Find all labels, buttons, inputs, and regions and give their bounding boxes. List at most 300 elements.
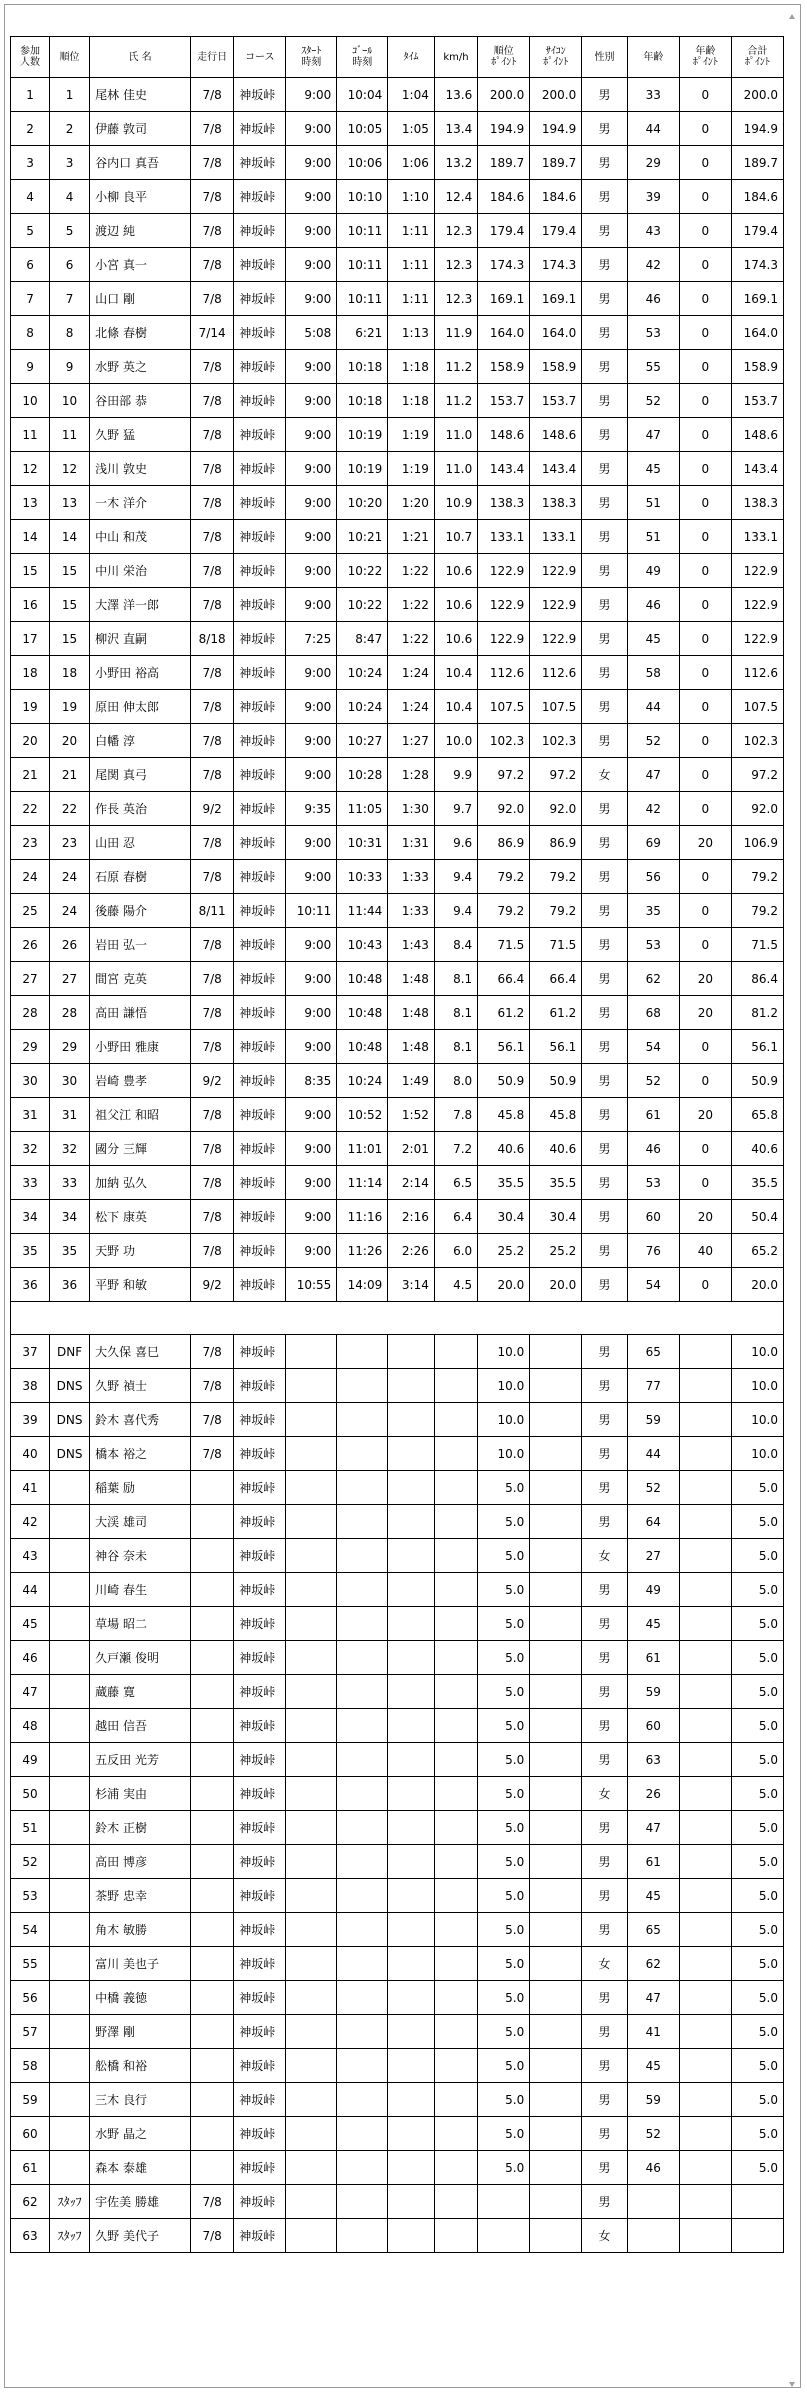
table-cell: 106.9 (731, 826, 783, 860)
table-cell (388, 1335, 435, 1369)
table-cell: 10:31 (337, 826, 388, 860)
table-cell: 30 (11, 1064, 50, 1098)
table-cell: 男 (582, 894, 628, 928)
table-cell: 8.1 (434, 1030, 477, 1064)
table-cell: 9:00 (286, 928, 337, 962)
table-cell: 38 (11, 1369, 50, 1403)
table-cell: 28 (11, 996, 50, 1030)
table-cell: 45.8 (530, 1098, 582, 1132)
scrollbar[interactable] (787, 13, 797, 2389)
table-cell: 神坂峠 (234, 1777, 286, 1811)
table-cell: 0 (679, 486, 731, 520)
table-cell: 58 (627, 656, 679, 690)
table-cell: 北條 春樹 (90, 316, 191, 350)
table-cell: 神坂峠 (234, 588, 286, 622)
table-cell: 13.4 (434, 112, 477, 146)
table-cell: 中橋 義徳 (90, 1981, 191, 2015)
table-cell: 7/8 (190, 860, 233, 894)
table-cell: 5.0 (731, 1981, 783, 2015)
table-cell: 46 (627, 2151, 679, 2185)
table-cell: 0 (679, 180, 731, 214)
table-cell: 23 (11, 826, 50, 860)
table-cell: 小柳 良平 (90, 180, 191, 214)
table-cell: 鈴木 喜代秀 (90, 1403, 191, 1437)
table-cell: 男 (582, 690, 628, 724)
table-cell: 男 (582, 1335, 628, 1369)
table-cell: 45 (627, 452, 679, 486)
table-cell: 白幡 淳 (90, 724, 191, 758)
table-cell: 五反田 光芳 (90, 1743, 191, 1777)
table-cell: 5.0 (478, 1573, 530, 1607)
table-cell: 2:16 (388, 1200, 435, 1234)
table-cell: 男 (582, 112, 628, 146)
table-cell: 42 (11, 1505, 50, 1539)
table-cell: 7/8 (190, 180, 233, 214)
table-row (11, 826, 784, 860)
table-cell: 後藤 陽介 (90, 894, 191, 928)
column-header: 年齢 (627, 37, 679, 78)
table-cell: 0 (679, 860, 731, 894)
table-cell: 20.0 (478, 1268, 530, 1302)
table-cell (388, 2015, 435, 2049)
table-cell (286, 1947, 337, 1981)
table-cell: 野澤 剛 (90, 2015, 191, 2049)
table-row (11, 350, 784, 384)
table-cell: 男 (582, 1403, 628, 1437)
table-cell: 5.0 (731, 1777, 783, 1811)
table-cell: 中川 栄治 (90, 554, 191, 588)
table-cell: 92.0 (731, 792, 783, 826)
table-cell: 9:00 (286, 78, 337, 112)
table-cell (50, 1947, 90, 1981)
table-cell: 神坂峠 (234, 1369, 286, 1403)
table-cell: 1:43 (388, 928, 435, 962)
table-cell: 12 (50, 452, 90, 486)
table-cell: 53 (627, 1166, 679, 1200)
table-cell: 男 (582, 1166, 628, 1200)
table-cell: 0 (679, 146, 731, 180)
table-cell: 神坂峠 (234, 962, 286, 996)
table-cell: 7/8 (190, 588, 233, 622)
table-cell: 102.3 (478, 724, 530, 758)
table-cell: 63 (11, 2219, 50, 2253)
table-cell: 92.0 (478, 792, 530, 826)
table-cell: 28 (50, 996, 90, 1030)
table-cell: 神坂峠 (234, 1437, 286, 1471)
table-cell: DNS (50, 1403, 90, 1437)
table-cell (679, 1879, 731, 1913)
table-cell: 神坂峠 (234, 1132, 286, 1166)
table-cell: 29 (627, 146, 679, 180)
table-cell: 男 (582, 860, 628, 894)
table-cell: 小宮 真一 (90, 248, 191, 282)
table-cell: 1:52 (388, 1098, 435, 1132)
table-cell: 神坂峠 (234, 1335, 286, 1369)
table-cell: 9:00 (286, 350, 337, 384)
table-cell: 7/8 (190, 282, 233, 316)
table-cell: 7/8 (190, 1166, 233, 1200)
table-cell (286, 2083, 337, 2117)
table-row (11, 1132, 784, 1166)
table-cell: 8.0 (434, 1064, 477, 1098)
table-cell: 14 (50, 520, 90, 554)
table-cell: 神坂峠 (234, 1573, 286, 1607)
table-cell (388, 1879, 435, 1913)
table-cell: 神坂峠 (234, 180, 286, 214)
table-cell: 10:06 (337, 146, 388, 180)
table-cell (190, 2083, 233, 2117)
table-cell: 0 (679, 418, 731, 452)
table-cell: 神坂峠 (234, 1845, 286, 1879)
table-cell: 間宮 克英 (90, 962, 191, 996)
table-cell: ｽﾀｯﾌ (50, 2185, 90, 2219)
table-cell (388, 1913, 435, 1947)
table-cell: 7/8 (190, 928, 233, 962)
table-cell: 71.5 (530, 928, 582, 962)
table-cell: 0 (679, 78, 731, 112)
table-cell: 122.9 (731, 554, 783, 588)
table-cell: 65.2 (731, 1234, 783, 1268)
table-row (11, 1573, 784, 1607)
table-row (11, 486, 784, 520)
table-cell: 7/8 (190, 418, 233, 452)
table-cell: 男 (582, 1709, 628, 1743)
table-cell (530, 1403, 582, 1437)
table-cell: 大久保 喜巳 (90, 1335, 191, 1369)
table-cell (388, 2083, 435, 2117)
table-cell: 神坂峠 (234, 1234, 286, 1268)
table-cell (434, 1913, 477, 1947)
column-header: ﾀｲﾑ (388, 37, 435, 78)
table-cell (286, 2049, 337, 2083)
table-cell: 66.4 (478, 962, 530, 996)
table-cell: 1:24 (388, 656, 435, 690)
table-cell: 11 (11, 418, 50, 452)
table-cell (679, 1675, 731, 1709)
table-cell (50, 1981, 90, 2015)
table-cell: 10.0 (731, 1403, 783, 1437)
table-cell (388, 1641, 435, 1675)
table-cell: 174.3 (530, 248, 582, 282)
table-cell: 9 (50, 350, 90, 384)
table-cell (679, 1471, 731, 1505)
table-cell (286, 1709, 337, 1743)
table-cell (50, 1709, 90, 1743)
table-cell: 1:22 (388, 622, 435, 656)
table-cell: 男 (582, 452, 628, 486)
table-cell: 52 (627, 384, 679, 418)
table-cell: 11.9 (434, 316, 477, 350)
table-cell: 63 (627, 1743, 679, 1777)
table-cell: 神坂峠 (234, 1539, 286, 1573)
table-cell: 天野 功 (90, 1234, 191, 1268)
table-cell: 12.3 (434, 282, 477, 316)
table-cell: 1:19 (388, 452, 435, 486)
table-cell: 富川 美也子 (90, 1947, 191, 1981)
table-cell (530, 2049, 582, 2083)
table-cell: 11.2 (434, 350, 477, 384)
table-cell: 51 (627, 486, 679, 520)
table-cell: 0 (679, 792, 731, 826)
table-cell: 79.2 (478, 860, 530, 894)
table-cell: 122.9 (530, 588, 582, 622)
table-cell: 10:43 (337, 928, 388, 962)
table-cell: 133.1 (731, 520, 783, 554)
table-cell: 神坂峠 (234, 2219, 286, 2253)
table-cell (530, 1607, 582, 1641)
table-cell: 5.0 (731, 1811, 783, 1845)
table-cell (388, 2049, 435, 2083)
table-cell: 56.1 (530, 1030, 582, 1064)
table-cell: 男 (582, 1200, 628, 1234)
column-header: コース (234, 37, 286, 78)
table-cell: 59 (11, 2083, 50, 2117)
table-cell: 10:24 (337, 656, 388, 690)
table-cell: 32 (50, 1132, 90, 1166)
table-cell (434, 2219, 477, 2253)
table-cell (286, 1743, 337, 1777)
table-cell: 10:22 (337, 588, 388, 622)
table-cell (50, 2151, 90, 2185)
table-cell: 神坂峠 (234, 1166, 286, 1200)
table-cell: 64 (627, 1505, 679, 1539)
table-cell (679, 1539, 731, 1573)
table-cell (190, 1471, 233, 1505)
table-cell (530, 1709, 582, 1743)
table-cell: 2:14 (388, 1166, 435, 1200)
table-cell (50, 1845, 90, 1879)
table-cell (388, 2185, 435, 2219)
table-cell (337, 1437, 388, 1471)
table-cell: 10 (11, 384, 50, 418)
table-cell: 7/8 (190, 1030, 233, 1064)
table-cell: 5.0 (731, 1607, 783, 1641)
table-cell: 36 (50, 1268, 90, 1302)
table-cell: 男 (582, 1505, 628, 1539)
table-cell: DNS (50, 1437, 90, 1471)
table-cell: 岩崎 豊孝 (90, 1064, 191, 1098)
table-cell: 169.1 (530, 282, 582, 316)
table-cell: 194.9 (731, 112, 783, 146)
table-cell: 50.9 (478, 1064, 530, 1098)
table-cell (50, 1505, 90, 1539)
table-cell: 11:26 (337, 1234, 388, 1268)
table-cell: 18 (11, 656, 50, 690)
table-cell: 小野田 裕高 (90, 656, 191, 690)
table-row (11, 1675, 784, 1709)
table-cell: 13.6 (434, 78, 477, 112)
table-cell (337, 1845, 388, 1879)
table-cell: 9:00 (286, 1098, 337, 1132)
table-row (11, 2049, 784, 2083)
table-cell: 174.3 (478, 248, 530, 282)
table-cell: 0 (679, 384, 731, 418)
table-cell: 谷田部 恭 (90, 384, 191, 418)
table-cell: 7/8 (190, 486, 233, 520)
table-cell: 7/8 (190, 1200, 233, 1234)
table-cell: 9:00 (286, 860, 337, 894)
table-cell (530, 1539, 582, 1573)
table-cell (388, 1369, 435, 1403)
table-cell: 1 (11, 78, 50, 112)
scroll-up-arrow-icon[interactable] (789, 14, 795, 19)
table-cell: 神坂峠 (234, 1098, 286, 1132)
table-cell: 神坂峠 (234, 1505, 286, 1539)
table-cell: 9:00 (286, 486, 337, 520)
table-cell: 女 (582, 1947, 628, 1981)
table-cell: 6.4 (434, 1200, 477, 1234)
table-cell: 54 (11, 1913, 50, 1947)
table-row (11, 316, 784, 350)
table-cell (50, 1573, 90, 1607)
table-cell: 20.0 (731, 1268, 783, 1302)
table-cell (190, 2117, 233, 2151)
table-cell: 9:00 (286, 282, 337, 316)
scroll-down-arrow-icon[interactable] (789, 2382, 795, 2387)
table-cell (434, 1777, 477, 1811)
table-cell: 10.6 (434, 554, 477, 588)
table-cell: 0 (679, 758, 731, 792)
table-cell: 45 (627, 622, 679, 656)
table-cell: 11:14 (337, 1166, 388, 1200)
table-cell: 5.0 (731, 1505, 783, 1539)
table-cell (337, 1539, 388, 1573)
table-cell: 神坂峠 (234, 1607, 286, 1641)
table-cell (530, 1437, 582, 1471)
table-cell: 7 (11, 282, 50, 316)
table-cell: 5.0 (478, 1845, 530, 1879)
table-cell: 9:00 (286, 248, 337, 282)
table-cell: 11:05 (337, 792, 388, 826)
table-cell: 10:28 (337, 758, 388, 792)
table-cell: 橋本 裕之 (90, 1437, 191, 1471)
table-cell (530, 2083, 582, 2117)
table-cell: 179.4 (731, 214, 783, 248)
table-cell: 0 (679, 894, 731, 928)
table-cell (337, 2185, 388, 2219)
table-cell: 10:19 (337, 418, 388, 452)
table-cell: 164.0 (530, 316, 582, 350)
table-cell: 37 (11, 1335, 50, 1369)
table-cell: 14 (11, 520, 50, 554)
table-cell: 107.5 (731, 690, 783, 724)
table-cell: 164.0 (478, 316, 530, 350)
table-cell: 1:19 (388, 418, 435, 452)
table-cell: 9:00 (286, 962, 337, 996)
table-cell: 5.0 (478, 1505, 530, 1539)
table-cell: 49 (627, 1573, 679, 1607)
table-cell: 9/2 (190, 1268, 233, 1302)
table-cell: 12.4 (434, 180, 477, 214)
table-cell: 0 (679, 724, 731, 758)
table-cell (286, 1607, 337, 1641)
table-cell: 男 (582, 384, 628, 418)
table-row (11, 1030, 784, 1064)
column-header: 参加 人数 (11, 37, 50, 78)
table-cell: 45 (627, 1879, 679, 1913)
table-cell: 5.0 (478, 1879, 530, 1913)
table-cell: 男 (582, 1913, 628, 1947)
table-cell (286, 2151, 337, 2185)
table-cell: 143.4 (530, 452, 582, 486)
table-cell: 9:00 (286, 214, 337, 248)
table-cell (434, 2117, 477, 2151)
table-cell: 神坂峠 (234, 78, 286, 112)
table-cell: 16 (11, 588, 50, 622)
table-cell (530, 1505, 582, 1539)
table-cell: 1:24 (388, 690, 435, 724)
table-cell: 79.2 (731, 894, 783, 928)
table-cell: 5.0 (478, 1675, 530, 1709)
table-cell: 15 (50, 554, 90, 588)
table-cell: 200.0 (731, 78, 783, 112)
table-cell: 5.0 (731, 2083, 783, 2117)
table-cell: 122.9 (478, 622, 530, 656)
table-cell: 2:26 (388, 1234, 435, 1268)
table-cell: 10:24 (337, 690, 388, 724)
table-cell (679, 1437, 731, 1471)
table-cell: 7/8 (190, 1234, 233, 1268)
table-cell: 8.4 (434, 928, 477, 962)
table-cell: 草場 昭二 (90, 1607, 191, 1641)
separator-cell (11, 1302, 784, 1335)
table-cell: 水野 英之 (90, 350, 191, 384)
table-cell: 1:20 (388, 486, 435, 520)
table-cell: 4.5 (434, 1268, 477, 1302)
table-cell (388, 1573, 435, 1607)
table-cell (50, 1913, 90, 1947)
table-cell: 0 (679, 1132, 731, 1166)
table-cell: 13 (11, 486, 50, 520)
table-cell: 一木 洋介 (90, 486, 191, 520)
table-row (11, 1166, 784, 1200)
table-cell: 15 (50, 622, 90, 656)
table-cell: 19 (11, 690, 50, 724)
table-cell: 神坂峠 (234, 1403, 286, 1437)
table-cell: 7/8 (190, 520, 233, 554)
column-header: ｺﾞｰﾙ 時刻 (337, 37, 388, 78)
table-cell: 柳沢 直嗣 (90, 622, 191, 656)
table-cell: 10:18 (337, 384, 388, 418)
table-cell: 7/8 (190, 996, 233, 1030)
table-cell: 61.2 (530, 996, 582, 1030)
table-cell (388, 1437, 435, 1471)
table-cell (190, 1777, 233, 1811)
table-cell (190, 1675, 233, 1709)
table-cell: 10:11 (337, 214, 388, 248)
table-cell: 61.2 (478, 996, 530, 1030)
table-cell: 女 (582, 1777, 628, 1811)
table-cell (679, 1981, 731, 2015)
table-cell (337, 1641, 388, 1675)
table-cell (388, 1845, 435, 1879)
table-cell (679, 1709, 731, 1743)
table-cell: 男 (582, 180, 628, 214)
table-cell: 神坂峠 (234, 656, 286, 690)
table-cell (530, 1777, 582, 1811)
table-cell: 5.0 (478, 1471, 530, 1505)
table-cell: 0 (679, 520, 731, 554)
table-cell (190, 2049, 233, 2083)
table-cell: 10:20 (337, 486, 388, 520)
table-cell (190, 1879, 233, 1913)
table-cell: 男 (582, 520, 628, 554)
table-cell: 25.2 (478, 1234, 530, 1268)
table-cell: 久野 美代子 (90, 2219, 191, 2253)
table-cell: 1:13 (388, 316, 435, 350)
table-cell (478, 2219, 530, 2253)
table-cell (337, 1607, 388, 1641)
